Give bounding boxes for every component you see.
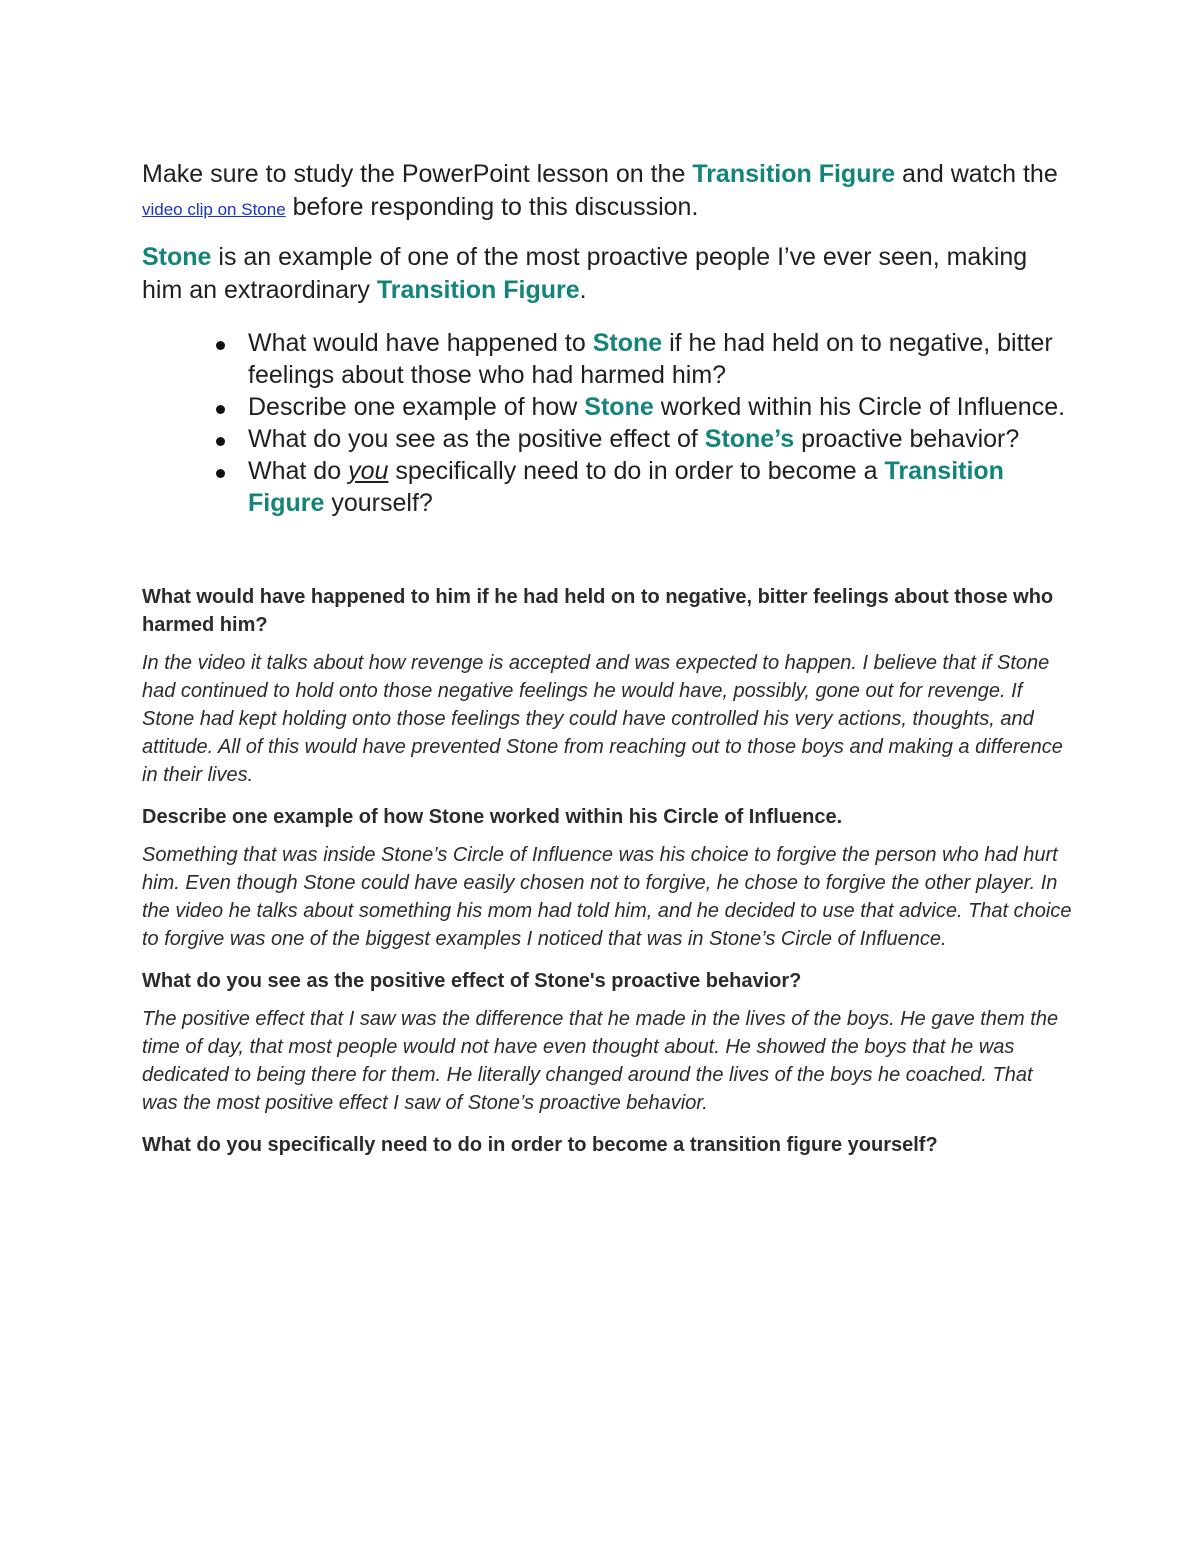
answer-text: The positive effect that I saw was the difference that he made in the lives of the boys. He gave them the time of day, that most people would not have even thought about. He showed the boys that he was dedicated to being there for them. He literally changed around the lives of the boys he coached. That was the most positive effect I saw of Stone’s proactive behavior. [142, 1008, 1059, 1114]
bullet-icon [216, 469, 225, 478]
intro-paragraph-1 [142, 158, 1072, 226]
list-text: What do [248, 457, 349, 485]
question-heading: What do you see as the positive effect of Stone's proactive behavior? [142, 970, 802, 992]
bullet-icon [216, 405, 225, 414]
list-item [248, 391, 1072, 423]
emphasis-word: you [348, 457, 389, 485]
list-text: Describe one example of how [248, 393, 585, 421]
highlight-term: Stone [592, 329, 663, 357]
list-text: if he had held on to negative, bitter feelings about those who had harmed him? [248, 329, 1053, 389]
intro-paragraph-2 [142, 241, 1072, 307]
list-text: specifically need to do in order to become a [388, 457, 885, 485]
question-heading: Describe one example of how Stone worked within his Circle of Influence. [142, 806, 843, 828]
highlight-term: Transition Figure [248, 457, 1004, 517]
list-item [248, 327, 1072, 391]
intro-text: is an example of one of the most proactive people I’ve ever seen, making him an extraordinary [142, 243, 1028, 304]
highlight-term: Stone [142, 243, 212, 271]
list-item [248, 423, 1072, 455]
highlight-term: Transition Figure [692, 160, 896, 188]
document-page [142, 158, 1072, 1173]
question-heading: What would have happened to him if he had held on to negative, bitter feelings about those who harmed him? [142, 586, 1054, 636]
list-text: proactive behavior? [794, 425, 1020, 453]
answer-text: In the video it talks about how revenge is accepted and was expected to happen. I believe that if Stone had continued to hold onto those negative feelings he would have, possibly, gone out for revenge. If Stone had kept holding onto those feelings they could have controlled his very actions, thoughts, and attitude. All of this would have prevented Stone from reaching out to those boys and making a difference in their lives. [142, 652, 1063, 786]
intro-text: . [579, 276, 587, 304]
highlight-term: Transition Figure [376, 276, 580, 304]
intro-text: before responding to this discussion. [285, 193, 699, 221]
highlight-term: Stone’s [704, 425, 795, 453]
list-text: yourself? [324, 489, 433, 517]
intro-text: Make sure to study the PowerPoint lesson on the [142, 160, 693, 188]
question-list [142, 327, 1072, 519]
bullet-icon [216, 341, 225, 350]
list-item [248, 455, 1072, 519]
video-clip-link[interactable]: video clip on Stone [142, 200, 286, 219]
intro-text: and watch the [895, 160, 1058, 188]
question-heading: What do you specifically need to do in order to become a transition figure yourself? [142, 1134, 938, 1156]
answers-section [142, 583, 1072, 1159]
highlight-term: Stone [584, 393, 654, 421]
list-text: worked within his Circle of Influence. [653, 393, 1066, 421]
list-text: What do you see as the positive effect of [248, 425, 705, 453]
list-text: What would have happened to [248, 329, 593, 357]
answer-text: Something that was inside Stone’s Circle of Influence was his choice to forgive the person who had hurt him. Even though Stone could have easily chosen not to forgive, he chose to forgive the other player. In the video he talks about something his mom had told him, and he decided to use that advice. That choice to forgive was one of the biggest examples I noticed that was in Stone’s Circle of Influence. [142, 844, 1072, 950]
bullet-icon [216, 437, 225, 446]
